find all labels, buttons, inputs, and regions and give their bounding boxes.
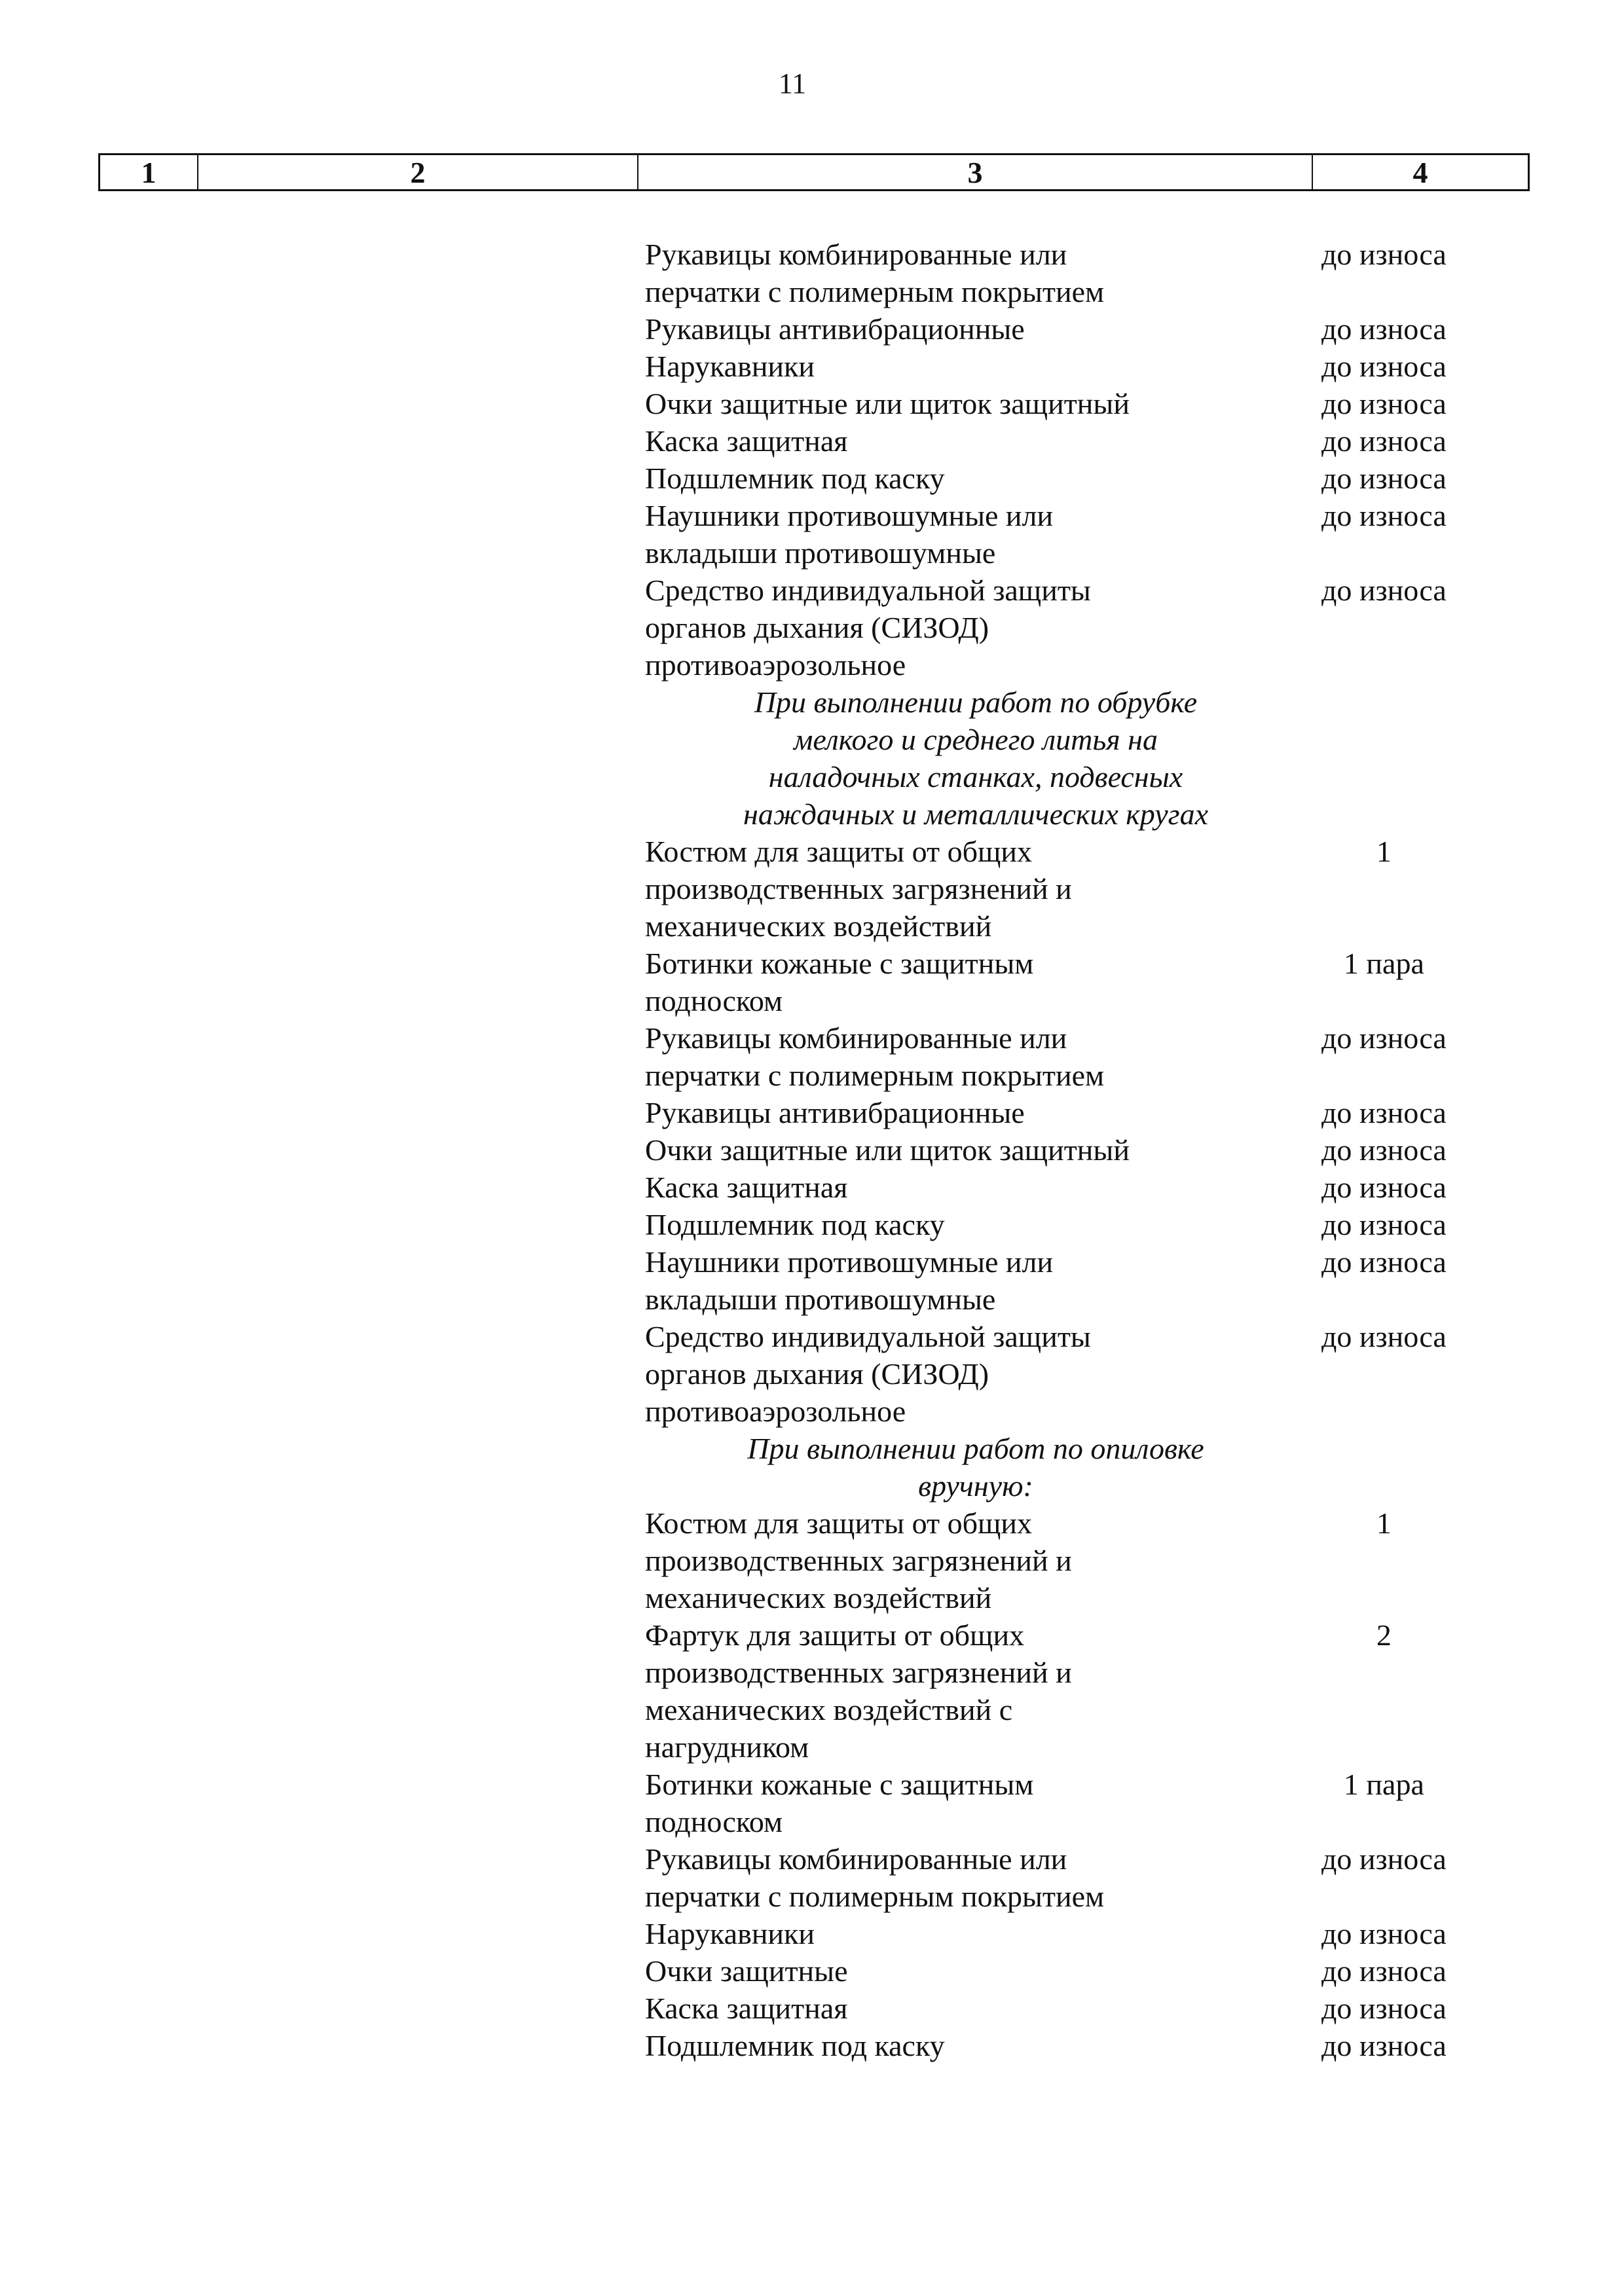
item-quantity: до износа [1321, 462, 1447, 495]
item-name: Наушники противошумные или вкладыши противошумные [645, 499, 1054, 570]
list-item [645, 1915, 1529, 1952]
list-item [645, 1019, 1529, 1094]
list-item [645, 348, 1529, 385]
item-name: Рукавицы комбинированные или перчатки с полимерным покрытием [645, 238, 1105, 308]
list-item [645, 1243, 1529, 1318]
item-quantity: до износа [1321, 574, 1447, 607]
header-col-2: 2 [198, 155, 638, 189]
item-quantity: до износа [1321, 424, 1447, 458]
header-col-4: 4 [1412, 156, 1428, 189]
item-name: Очки защитные или щиток защитный [645, 387, 1130, 420]
item-name: Средство индивидуальной защиты органов дыхания (СИЗОД) противоаэрозольное [645, 574, 1091, 682]
list-item [645, 572, 1529, 683]
item-name: Наушники противошумные или вкладыши противошумные [645, 1245, 1054, 1316]
item-quantity: до износа [1321, 1992, 1447, 2025]
item-name: Нарукавники [645, 350, 815, 383]
list-item [645, 1840, 1529, 1915]
item-name: Ботинки кожаные с защитным подноском [645, 1768, 1034, 1838]
item-quantity: до износа [1321, 312, 1447, 346]
item-quantity: до износа [1321, 1208, 1447, 1241]
item-name: Рукавицы антивибрационные [645, 1096, 1025, 1129]
list-item [645, 1952, 1529, 1990]
item-quantity: до износа [1321, 1133, 1447, 1167]
item-quantity: до износа [1321, 350, 1447, 383]
item-name: Очки защитные [645, 1954, 848, 1988]
item-quantity: до износа [1321, 1320, 1447, 1353]
section-heading: При выполнении работ по обрубке мелкого и среднего литья на наладочных станках, подвесных наждачных и металлических кругах [743, 685, 1208, 831]
list-item [645, 1318, 1529, 1430]
item-quantity: 1 [1376, 1506, 1392, 1540]
item-name: Каска защитная [645, 1992, 848, 2025]
list-item [645, 945, 1529, 1019]
item-name: Подшлемник под каску [645, 1208, 945, 1241]
item-quantity: до износа [1321, 1096, 1447, 1129]
page-number: 11 [778, 67, 807, 100]
item-quantity: до износа [1321, 1021, 1447, 1055]
item-name: Подшлемник под каску [645, 462, 945, 495]
item-name: Костюм для защиты от общих производственных загрязнений и механических воздействий [645, 835, 1072, 943]
item-quantity: до износа [1321, 1842, 1447, 1876]
item-name: Нарукавники [645, 1917, 815, 1950]
item-quantity: до износа [1321, 1954, 1447, 1988]
item-name: Средство индивидуальной защиты органов дыхания (СИЗОД) противоаэрозольное [645, 1320, 1091, 1428]
item-name: Фартук для защиты от общих производственных загрязнений и механических воздействий с нагрудником [645, 1618, 1072, 1764]
item-quantity: 1 [1376, 835, 1392, 868]
list-item [645, 1206, 1529, 1243]
list-item [645, 460, 1529, 497]
list-item [645, 422, 1529, 460]
list-item [645, 236, 1529, 310]
item-quantity: до износа [1321, 387, 1447, 420]
item-name: Рукавицы антивибрационные [645, 312, 1025, 346]
table-header [98, 153, 1530, 191]
item-name: Очки защитные или щиток защитный [645, 1133, 1130, 1167]
ppe-list [645, 236, 1529, 2064]
item-name: Каска защитная [645, 424, 848, 458]
item-quantity: 1 пара [1343, 947, 1424, 980]
list-item [645, 1990, 1529, 2027]
header-col-3: 3 [638, 155, 1313, 189]
item-quantity: до износа [1321, 1917, 1447, 1950]
item-quantity: 2 [1376, 1618, 1392, 1652]
item-name: Каска защитная [645, 1171, 848, 1204]
item-name: Рукавицы комбинированные или перчатки с полимерным покрытием [645, 1021, 1105, 1092]
list-item [645, 1131, 1529, 1169]
item-quantity: до износа [1321, 499, 1447, 532]
list-item [645, 1169, 1529, 1206]
list-item [645, 310, 1529, 348]
header-col-1: 1 [100, 155, 198, 189]
item-quantity: до износа [1321, 2029, 1447, 2062]
item-quantity: до износа [1321, 1245, 1447, 1279]
list-item [645, 1616, 1529, 1766]
list-item [645, 1504, 1529, 1616]
item-quantity: 1 пара [1343, 1768, 1424, 1801]
item-quantity: до износа [1321, 238, 1447, 271]
list-item [645, 833, 1529, 945]
section-heading: При выполнении работ по опиловке вручную: [747, 1432, 1204, 1503]
item-name: Костюм для защиты от общих производственных загрязнений и механических воздействий [645, 1506, 1072, 1614]
list-item [645, 2027, 1529, 2064]
list-item [645, 497, 1529, 572]
item-name: Рукавицы комбинированные или перчатки с полимерным покрытием [645, 1842, 1105, 1913]
list-item [645, 385, 1529, 422]
item-name: Ботинки кожаные с защитным подноском [645, 947, 1034, 1017]
item-name: Подшлемник под каску [645, 2029, 945, 2062]
item-quantity: до износа [1321, 1171, 1447, 1204]
list-item [645, 1094, 1529, 1131]
list-item [645, 1766, 1529, 1840]
